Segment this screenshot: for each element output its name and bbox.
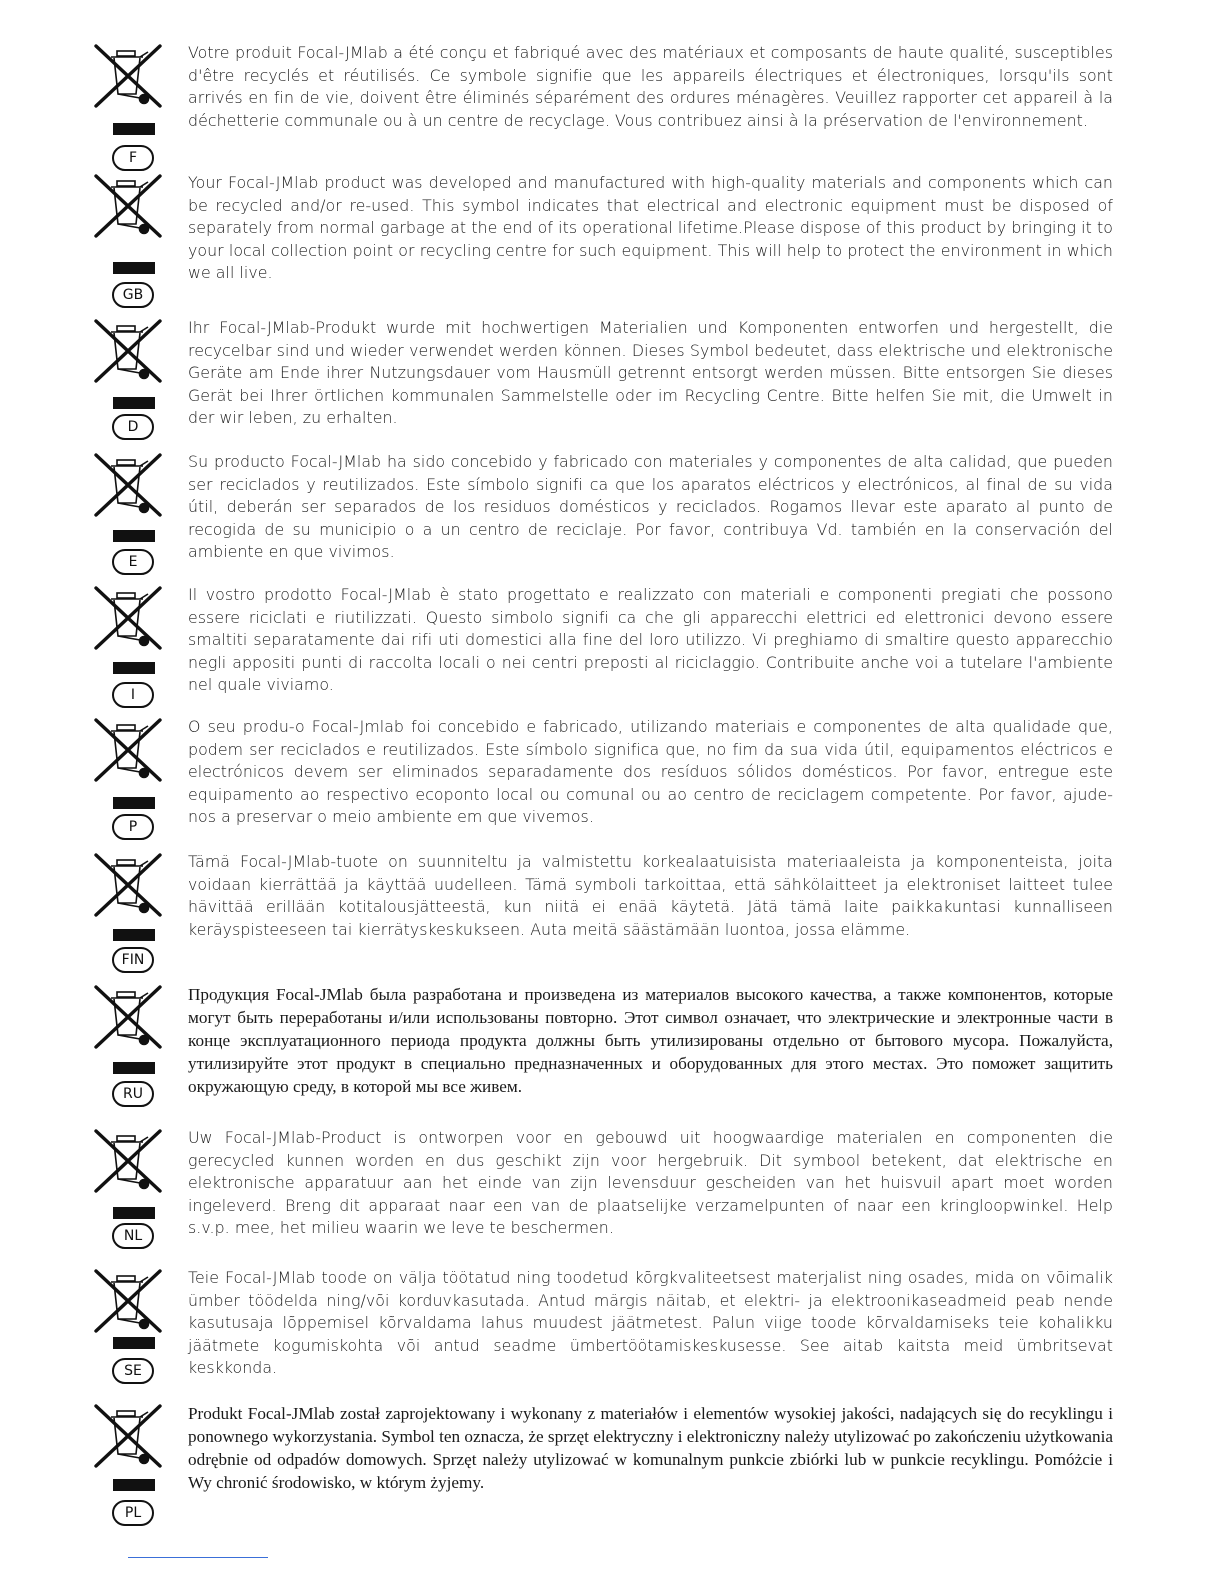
weee-icon-column xyxy=(90,584,170,703)
weee-icon-column xyxy=(90,851,170,968)
language-badge-se: SE xyxy=(112,1358,154,1384)
disposal-text-pt: O seu produ-o Focal-Jmlab foi concebido e fabricado, utilizando materiais e componentes de alta qualidade que, podem ser reciclados e reutilizados. Este símbolo significa que, no fim da sua vida útil, equipamentos eléctricos e electrónicos devem ser eliminados separadamente dos resíduos sólidos domésticos. Por favor, entregue este equipamento ao respectivo ecoponto local ou comunal ou ao centro de reciclagem competente. Por favor, ajude-nos a preservar o meio ambiente em que vivemos. xyxy=(188,717,1113,827)
crossed-out-bin-icon xyxy=(90,584,170,650)
crossed-out-bin-icon xyxy=(90,1402,170,1468)
disposal-text-nl: Uw Focal-JMlab-Product is ontworpen voor en gebouwd uit hoogwaardige materialen en componenten die gerecycled kunnen worden en dus geschikt zijn voor hergebruik. Dit symbool betekent, dat elektrische en elektronische apparatuur aan het einde van zijn levensduur gescheiden van het huisvuil apart moet worden ingeleverd. Breng dit apparaat naar een van de plaatselijke verzamelpunten of naar een kringloopwinkel. Help s.v.p. mee, het milieu waarin we leve te beschermen. xyxy=(188,1128,1113,1238)
language-badge-fin: FIN xyxy=(112,947,154,973)
separate-collection-bar xyxy=(113,530,155,542)
separate-collection-bar xyxy=(113,262,155,274)
crossed-out-bin-icon xyxy=(90,1267,170,1333)
weee-icon-column xyxy=(90,317,170,435)
separate-collection-bar xyxy=(113,662,155,674)
footer-divider xyxy=(128,1557,268,1558)
separate-collection-bar xyxy=(113,929,155,941)
language-badge-pl: PL xyxy=(112,1500,154,1526)
separate-collection-bar xyxy=(113,1479,155,1491)
separate-collection-bar xyxy=(113,1337,155,1349)
language-badge-f: F xyxy=(112,145,154,171)
language-badge-ru: RU xyxy=(112,1081,154,1107)
language-badge-p: P xyxy=(112,814,154,840)
disposal-text-es: Su producto Focal-JMlab ha sido concebido y fabricado con materiales y componentes de alta calidad, que pueden ser reciclados y reutilizados. Este símbolo signifi ca que los aparatos eléctricos y electrónicos, al final de su vida útil, deberán ser separados de los residuos domésticos y reciclados. Rogamos llevar este aparato al punto de recogida de su municipio o a un centro de reciclaje. Por favor, contribuya Vd. también en la conservación del ambiente en que vivimos. xyxy=(188,452,1113,562)
disposal-text-de: Ihr Focal-JMlab-Produkt wurde mit hochwertigen Materialien und Komponenten entworfen und hergestellt, die recycelbar sind und wieder verwendet werden können. Dieses Symbol bedeutet, dass elektrische und elektronische Geräte am Ende ihrer Nutzungsdauer vom Hausmüll getrennt entsorgt werden müssen. Bitte entsorgen Sie dieses Gerät bei Ihrer örtlichen kommunalen Sammelstelle oder im Recycling Centre. Bitte helfen Sie mit, die Umwelt in der wir leben, zu erhalten. xyxy=(188,318,1113,428)
language-badge-gb: GB xyxy=(112,282,154,308)
separate-collection-bar xyxy=(113,1062,155,1074)
language-badge-i: I xyxy=(112,682,154,708)
disposal-text-it: Il vostro prodotto Focal-JMlab è stato progettato e realizzato con materiali e componenti pregiati che possono essere riciclati e riutilizzati. Questo simbolo signifi ca che gli apparecchi elettrici ed elettronici devono essere smaltiti separatamente dai rifi uti domestici alla fine del loro utilizzo. Vi preghiamo di smaltire questo apparecchio negli appositi punti di raccolta locali o nei centri preposti al riciclaggio. Contribuite anche voi a tutelare l'ambiente nel quale viviamo. xyxy=(188,585,1113,695)
separate-collection-bar xyxy=(113,397,155,409)
separate-collection-bar xyxy=(113,797,155,809)
crossed-out-bin-icon xyxy=(90,42,170,108)
crossed-out-bin-icon xyxy=(90,851,170,917)
disposal-text-et: Teie Focal-JMlab toode on välja töötatud ning toodetud kõrgkvaliteetsest materjalist ning osades, mida on võimalik ümber töödelda ning/või korduvkasutada. Antud märgis näitab, et elektri- ja elektroonikaseadmeid peab nende kasutusaja lõppemisel kõrvaldama lahus muudest jäätmetest. Palun viige toode kõrvaldamiseks teie kohalikku jäätmete kogumiskohta või antud seadme ümbertöötamiskeskusesse. See aitab kaitsta meid ümbritsevat keskkonda. xyxy=(188,1268,1113,1378)
weee-icon-column xyxy=(90,1267,170,1379)
separate-collection-bar xyxy=(113,123,155,135)
weee-icon-column xyxy=(90,1402,170,1521)
disposal-text-fr: Votre produit Focal-JMlab a été conçu et fabriqué avec des matériaux et composants de haute qualité, susceptibles d'être recyclés et réutilisés. Ce symbole signifie que les appareils électriques et électroniques, lorsqu'ils sont arrivés en fin de vie, doivent être éliminés séparément des ordures ménagères. Veuillez rapporter cet appareil à la déchetterie communale ou à un centre de recyclage. Vous contribuez ainsi à la préservation de l'environnement. xyxy=(188,43,1113,130)
crossed-out-bin-icon xyxy=(90,451,170,517)
disposal-text-en: Your Focal-JMlab product was developed and manufactured with high-quality materials and components which can be recycled and/or re-used. This symbol indicates that electrical and electronic equipment must be disposed of separately from normal garbage at the end of its operational lifetime.Please dispose of this product by bringing it to your local collection point or recycling centre for such equipment. This will help to protect the environment in which we all live. xyxy=(188,173,1113,283)
weee-icon-column xyxy=(90,451,170,570)
disposal-text-ru: Продукция Focal-JMlab была разработана и произведена из материалов высокого качества, а также компонентов, которые могут быть переработаны и/или использованы повторно. Этот символ означает, что электрические и электронные части в конце эксплуатационного периода продукта должны быть утилизированы отдельно от бытового мусора. Пожалуйста, утилизируйте этот продукт в специально предназначенных и оборудованных для этого местах. Это поможет защитить окружающую среду, в которой мы все живем. xyxy=(188,985,1113,1096)
disposal-text-pl: Produkt Focal-JMlab został zaprojektowany i wykonany z materiałów i elementów wysokiej jakości, nadających się do recyklingu i ponownego wykorzystania. Symbol ten oznacza, że sprzęt elektryczny i elektroniczny należy utylizować po zakończeniu użytkowania odrębnie od odpadów domowych. Sprzęt należy utylizować w komunalnym punkcie zbiórki lub w punkcie recyklingu. Pomóżcie i Wy chronić środowisko, w którym żyjemy. xyxy=(188,1404,1113,1492)
language-badge-nl: NL xyxy=(112,1223,154,1249)
weee-icon-column xyxy=(90,1127,170,1244)
crossed-out-bin-icon xyxy=(90,716,170,782)
language-badge-d: D xyxy=(112,414,154,440)
disposal-text-fi: Tämä Focal-JMlab-tuote on suunniteltu ja valmistettu korkealaatuisista materiaaleista ja komponenteista, joita voidaan kierrättää ja käyttää uudelleen. Tämä symboli tarkoittaa, että sähkölaitteet ja elektroniset laitteet tulee hävittää erillään kotitalousjätteestä, kun niitä ei enää käytetä. Jätä tämä laite paikkakuntasi kunnalliseen keräyspisteeseen tai kierrätyskeskukseen. Auta meitä säästämään luontoa, jossa elämme. xyxy=(188,852,1113,939)
weee-icon-column xyxy=(90,172,170,303)
crossed-out-bin-icon xyxy=(90,983,170,1049)
weee-icon-column xyxy=(90,716,170,835)
language-badge-e: E xyxy=(112,549,154,575)
crossed-out-bin-icon xyxy=(90,1127,170,1193)
weee-icon-column xyxy=(90,42,170,166)
crossed-out-bin-icon xyxy=(90,317,170,383)
crossed-out-bin-icon xyxy=(90,172,170,238)
weee-icon-column xyxy=(90,983,170,1102)
separate-collection-bar xyxy=(113,1207,155,1219)
